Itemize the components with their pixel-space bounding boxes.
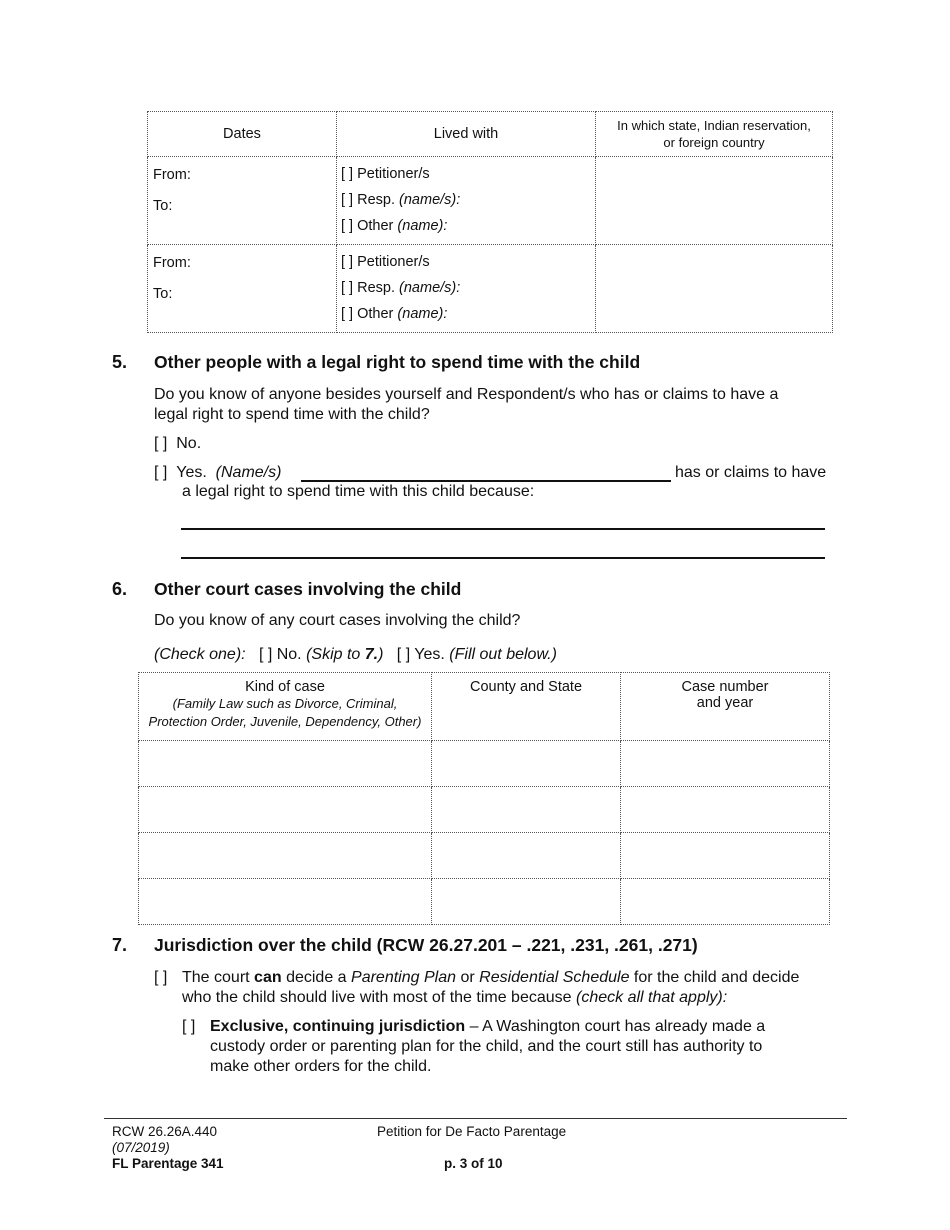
section-5-question: Do you know of anyone besides yourself and Respondent/s who has or claims to have a legal right to spend time with the child? [154, 386, 779, 423]
location-cell[interactable] [596, 245, 833, 333]
section-7-box[interactable]: [ ] [154, 969, 168, 986]
resp-option[interactable]: [ ] Resp. (name/s): [341, 192, 461, 208]
other-option[interactable]: [ ] Other (name): [341, 218, 448, 234]
residence-row [148, 245, 833, 333]
section-7-number: 7. [112, 935, 128, 955]
header-case-number: Case number and year [621, 673, 830, 741]
section-6-check-one: (Check one): [ ] No. (Skip to 7.) [ ] Yes. (Fill out below.) [154, 646, 557, 663]
other-option[interactable]: [ ] Other (name): [341, 306, 448, 322]
reason-line-1[interactable] [181, 514, 825, 530]
reason-line-2[interactable] [181, 543, 825, 559]
header-county-state: County and State [432, 673, 621, 741]
to-label: To: [153, 198, 173, 214]
header-dates: Dates [148, 112, 337, 157]
footer-date: (07/2019) [112, 1140, 170, 1155]
footer-title: Petition for De Facto Parentage [377, 1124, 567, 1139]
section-5-title: Other people with a legal right to spend time with the child [154, 352, 641, 372]
section-6-no-option[interactable]: [ ] No. [258, 646, 302, 663]
claims-text: has or claims to have [675, 464, 827, 481]
footer-left [112, 1124, 224, 1172]
because-text: a legal right to spend time with this child because: [182, 483, 535, 500]
section-6-yes-option[interactable]: [ ] Yes. [396, 646, 445, 663]
section-6-number: 6. [112, 579, 128, 599]
section-5-yes-option[interactable]: [ ] Yes. (Name/s) [154, 464, 282, 481]
footer-page: p. 3 of 10 [444, 1156, 503, 1171]
location-cell[interactable] [596, 157, 833, 245]
resp-option[interactable]: [ ] Resp. (name/s): [341, 280, 461, 296]
residence-row [148, 157, 833, 245]
from-label: From: [153, 255, 191, 271]
table-row [139, 741, 830, 787]
petitioner-option[interactable]: [ ] Petitioner/s [341, 166, 430, 182]
footer-divider [104, 1118, 847, 1119]
residence-table-header [148, 112, 833, 157]
to-label: To: [153, 286, 173, 302]
name-input-line[interactable] [301, 465, 671, 482]
section-7-title: Jurisdiction over the child (RCW 26.27.201 – .221, .231, .261, .271) [154, 935, 698, 955]
footer-rcw: RCW 26.26A.440 [112, 1124, 218, 1139]
header-location: In which state, Indian reservation, or foreign country [596, 112, 833, 157]
table-row [139, 833, 830, 879]
header-lived-with: Lived with [337, 112, 596, 157]
header-kind-of-case: Kind of case (Family Law such as Divorce, Criminal, Protection Order, Juvenile, Dependency, Other) [139, 673, 432, 741]
residence-table [147, 111, 833, 333]
table-row [139, 879, 830, 925]
section-6-title: Other court cases involving the child [154, 579, 462, 599]
from-label: From: [153, 167, 191, 183]
exclusive-jurisdiction-item: Exclusive, continuing jurisdiction – A Washington court has already made a custody order or parenting plan for the child, and the court still has authority to make other orders for the child. [210, 1018, 766, 1075]
court-cases-header [139, 673, 830, 741]
court-cases-table [138, 672, 830, 925]
footer-form: FL Parentage 341 [112, 1156, 224, 1171]
section-7-item: The court can decide a Parenting Plan or Residential Schedule for the child and decide who the child should live with most of the time because (check all that apply): [182, 969, 800, 1006]
jurisdiction-sub-box[interactable]: [ ] [182, 1018, 196, 1035]
section-6-question: Do you know of any court cases involving the child? [154, 612, 521, 629]
table-row [139, 787, 830, 833]
section-5-no-option[interactable]: [ ] No. [154, 435, 202, 452]
section-5-number: 5. [112, 352, 128, 372]
petitioner-option[interactable]: [ ] Petitioner/s [341, 254, 430, 270]
